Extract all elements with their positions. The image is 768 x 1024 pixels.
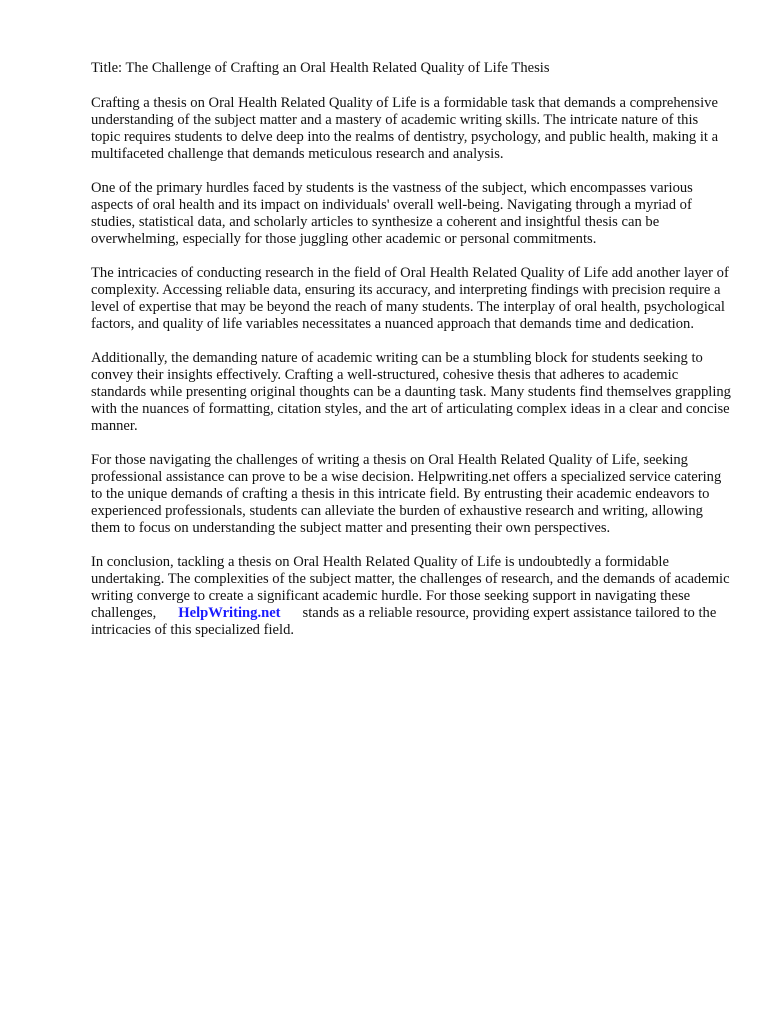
conclusion-paragraph: [91, 554, 731, 639]
document-title: Title: The Challenge of Crafting an Oral Health Related Quality of Life Thesis: [91, 60, 550, 76]
paragraph-4: Additionally, the demanding nature of academic writing can be a stumbling block for students seeking to convey their insights effectively. Crafting a well-structured, cohesive thesis that adheres to academic standards while presenting original thoughts can be a daunting task. Many students find themselves grappling with the nuances of formatting, citation styles, and the art of articulating complex ideas in a clear and concise manner.: [91, 349, 731, 434]
document-page: [91, 60, 731, 656]
paragraph-3: The intricacies of conducting research in the field of Oral Health Related Quality of Life add another layer of complexity. Accessing reliable data, ensuring its accuracy, and interpreting findings with precision require a level of expertise that may be beyond the reach of many students. The interplay of oral health, psychological factors, and quality of life variables necessitates a nuanced approach that demands time and dedication.: [91, 264, 729, 332]
conclusion-text-before-link: In conclusion, tackling a thesis on Oral Health Related Quality of Life is undoubtedly a formidable undertaking. The complexities of the subject matter, the challenges of research, and the demands of academic writing converge to create a significant academic hurdle. For those seeking support in navigating these challenges,: [91, 553, 730, 621]
paragraph-1: Crafting a thesis on Oral Health Related Quality of Life is a formidable task that demands a comprehensive understanding of the subject matter and a mastery of academic writing skills. The intricate nature of this topic requires students to delve deep into the realms of dentistry, psychology, and public health, making it a multifaceted challenge that demands meticulous research and analysis.: [91, 94, 719, 162]
helpwriting-link[interactable]: HelpWriting.net: [178, 604, 281, 621]
paragraph-5: For those navigating the challenges of writing a thesis on Oral Health Related Quality of Life, seeking professional assistance can prove to be a wise decision. Helpwriting.net offers a specialized service catering to the unique demands of crafting a thesis in this intricate field. By entrusting their academic endeavors to experienced professionals, students can alleviate the burden of exhaustive research and writing, allowing them to focus on understanding the subject matter and presenting their own perspectives.: [91, 451, 722, 536]
paragraph-2: One of the primary hurdles faced by students is the vastness of the subject, which encompasses various aspects of oral health and its impact on individuals' overall well-being. Navigating through a myriad of studies, statistical data, and scholarly articles to synthesize a coherent and insightful thesis can be overwhelming, especially for those juggling other academic or personal commitments.: [91, 179, 693, 247]
conclusion-text-after-link: stands as a reliable resource, providing expert assistance tailored to the intricacies of this specialized field.: [91, 604, 717, 638]
